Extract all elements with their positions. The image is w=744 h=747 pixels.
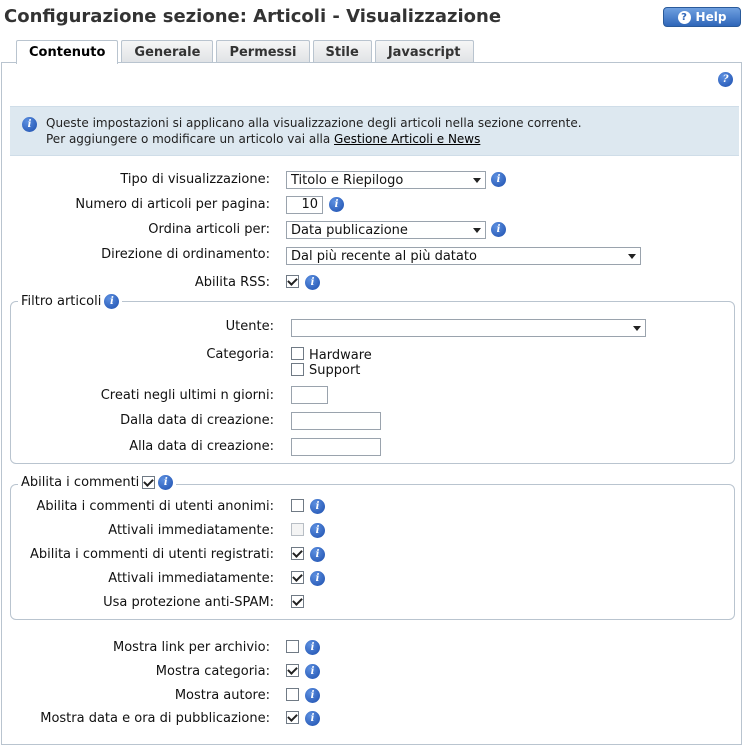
category-hardware-label: Hardware bbox=[309, 348, 372, 363]
attivali1-info-icon[interactable]: i bbox=[310, 523, 325, 538]
archivio-info-icon[interactable]: i bbox=[305, 640, 320, 655]
help-button[interactable] bbox=[663, 7, 741, 27]
filter-legend-text: Filtro articoli bbox=[21, 294, 102, 309]
autore-checkbox[interactable] bbox=[286, 688, 299, 701]
notice-line1: Queste impostazioni si applicano alla visualizzazione degli articoli nella sezione corrente. bbox=[46, 116, 582, 130]
page-title: Configurazione sezione: Articoli - Visualizzazione bbox=[4, 6, 502, 27]
mostra-categoria-label: Mostra categoria: bbox=[155, 664, 270, 679]
dalla-label: Dalla data di creazione: bbox=[120, 413, 274, 428]
tipo-label: Tipo di visualizzazione: bbox=[120, 172, 270, 187]
chevron-down-icon bbox=[473, 228, 481, 233]
dalla-data-input[interactable] bbox=[291, 412, 381, 430]
chevron-down-icon bbox=[633, 326, 641, 331]
attivali1-label: Attivali immediatamente: bbox=[108, 523, 274, 538]
comments-legend-text: Abilita i commenti bbox=[21, 475, 140, 490]
data-ora-checkbox[interactable] bbox=[286, 711, 299, 724]
category-hardware-checkbox[interactable] bbox=[291, 347, 304, 360]
tab-generale[interactable]: Generale bbox=[121, 40, 213, 63]
question-icon: ? bbox=[678, 11, 691, 24]
category-support-checkbox[interactable] bbox=[291, 363, 304, 376]
filter-legend bbox=[18, 294, 122, 309]
gestione-articoli-link[interactable]: Gestione Articoli e News bbox=[334, 132, 481, 146]
anonimi-info-icon[interactable]: i bbox=[310, 499, 325, 514]
attivali-anonimi-checkbox[interactable] bbox=[291, 523, 304, 536]
autore-info-icon[interactable]: i bbox=[305, 688, 320, 703]
attivali2-info-icon[interactable]: i bbox=[310, 571, 325, 586]
archivio-checkbox[interactable] bbox=[286, 640, 299, 653]
tab-contenuto[interactable]: Contenuto bbox=[16, 40, 118, 64]
data-ora-label: Mostra data e ora di pubblicazione: bbox=[40, 711, 270, 726]
archivio-label: Mostra link per archivio: bbox=[113, 640, 270, 655]
chevron-down-icon bbox=[628, 254, 636, 259]
autore-label: Mostra autore: bbox=[174, 688, 270, 703]
tipo-select[interactable] bbox=[286, 171, 486, 189]
attivali2-label: Attivali immediatamente: bbox=[108, 571, 274, 586]
tab-bar bbox=[16, 40, 474, 63]
mostra-categoria-info-icon[interactable]: i bbox=[305, 664, 320, 679]
categoria-label: Categoria: bbox=[206, 347, 274, 362]
direzione-value: Dal più recente al più datato bbox=[291, 248, 477, 264]
alla-data-input[interactable] bbox=[291, 438, 381, 456]
alla-label: Alla data di creazione: bbox=[129, 439, 274, 454]
direzione-label: Direzione di ordinamento: bbox=[101, 247, 270, 262]
direzione-select[interactable] bbox=[286, 247, 641, 265]
help-label: Help bbox=[695, 10, 727, 24]
comments-info-icon[interactable]: i bbox=[158, 475, 173, 490]
comments-enable-checkbox[interactable] bbox=[142, 476, 155, 489]
ordina-value: Data publicazione bbox=[291, 222, 408, 238]
chevron-down-icon bbox=[473, 178, 481, 183]
antispam-checkbox[interactable] bbox=[291, 595, 304, 608]
rss-label: Abilita RSS: bbox=[194, 275, 270, 290]
tipo-value: Titolo e Riepilogo bbox=[291, 172, 404, 188]
rss-checkbox[interactable] bbox=[286, 275, 299, 288]
utente-select[interactable] bbox=[291, 319, 646, 337]
registrati-checkbox[interactable] bbox=[291, 547, 304, 560]
mostra-categoria-checkbox[interactable] bbox=[286, 664, 299, 677]
rss-info-icon[interactable]: i bbox=[305, 275, 320, 290]
notice-line2-text: Per aggiungere o modificare un articolo vai alla bbox=[46, 132, 335, 146]
tab-stile[interactable]: Stile bbox=[313, 40, 372, 63]
ordina-info-icon[interactable]: i bbox=[491, 222, 506, 237]
attivali-registrati-checkbox[interactable] bbox=[291, 571, 304, 584]
utente-label: Utente: bbox=[225, 319, 274, 334]
panel-help-icon[interactable]: ? bbox=[718, 72, 733, 87]
registrati-info-icon[interactable]: i bbox=[310, 547, 325, 562]
comments-legend bbox=[18, 475, 176, 490]
ordina-label: Ordina articoli per: bbox=[148, 222, 270, 237]
numero-info-icon[interactable]: i bbox=[329, 197, 344, 212]
antispam-label: Usa protezione anti-SPAM: bbox=[103, 595, 274, 610]
ultimi-giorni-input[interactable] bbox=[291, 386, 328, 404]
anonimi-checkbox[interactable] bbox=[291, 499, 304, 512]
info-icon: i bbox=[22, 117, 37, 132]
tab-permessi[interactable]: Permessi bbox=[216, 40, 309, 63]
ordina-select[interactable] bbox=[286, 221, 486, 239]
ultimi-label: Creati negli ultimi n giorni: bbox=[100, 388, 274, 403]
data-ora-info-icon[interactable]: i bbox=[305, 711, 320, 726]
anonimi-label: Abilita i commenti di utenti anonimi: bbox=[36, 499, 274, 514]
info-notice bbox=[10, 106, 739, 156]
numero-input[interactable]: 10 bbox=[286, 196, 323, 214]
filter-info-icon[interactable]: i bbox=[104, 294, 119, 309]
category-support-label: Support bbox=[309, 363, 361, 378]
tipo-info-icon[interactable]: i bbox=[491, 172, 506, 187]
registrati-label: Abilita i commenti di utenti registrati: bbox=[29, 547, 274, 562]
tab-javascript[interactable]: Javascript bbox=[375, 40, 474, 63]
notice-line2 bbox=[46, 131, 739, 147]
numero-label: Numero di articoli per pagina: bbox=[75, 197, 270, 212]
